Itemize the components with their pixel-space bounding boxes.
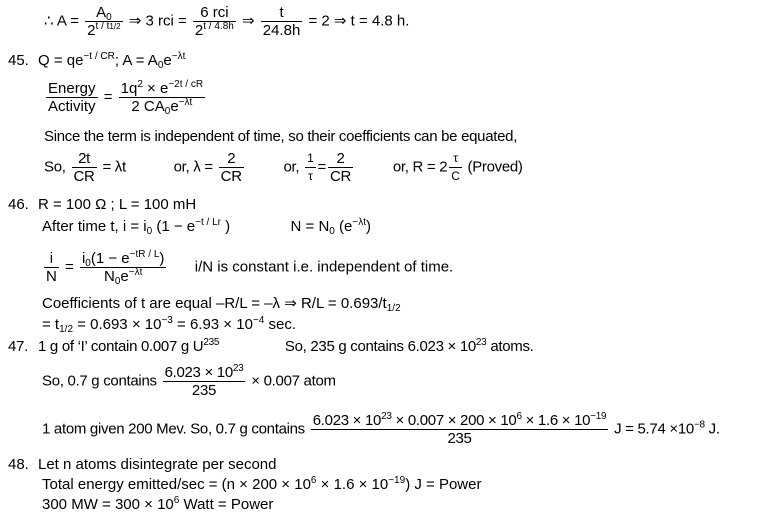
text: 2 bbox=[87, 22, 96, 39]
text: N = N bbox=[290, 218, 330, 235]
text: 1 atom given 200 Mev. So, 0.7 g contains bbox=[42, 420, 305, 438]
text: 0 bbox=[146, 226, 153, 237]
text: −λt bbox=[171, 51, 186, 62]
text: 6 bbox=[173, 495, 180, 506]
text: 23 bbox=[232, 363, 244, 374]
text: 0 bbox=[106, 12, 112, 23]
text: Coefficients of t are equal –R/L = –λ ⇒ R/L = 0.693/t bbox=[42, 295, 387, 312]
text: ) bbox=[159, 250, 165, 267]
text: e bbox=[120, 268, 129, 285]
equation-line bbox=[42, 295, 401, 313]
text: or, bbox=[283, 158, 300, 176]
question-number: 46. bbox=[8, 196, 29, 213]
text: i bbox=[81, 250, 86, 267]
text: = 0.693 × 10 bbox=[73, 316, 162, 333]
text: After time t, i = i bbox=[42, 218, 147, 235]
text: = bbox=[317, 158, 326, 176]
text: = 6.93 × 10 bbox=[172, 316, 253, 333]
text: Let n atoms disintegrate per second bbox=[38, 456, 277, 473]
equation-line-activity bbox=[44, 4, 409, 39]
text: −19 bbox=[590, 411, 607, 422]
text: atoms. bbox=[486, 338, 534, 355]
text: e bbox=[163, 52, 172, 69]
question-48-header bbox=[8, 456, 276, 474]
text: N bbox=[103, 268, 115, 285]
equation-line bbox=[42, 364, 336, 399]
text: ⇒ bbox=[242, 12, 255, 30]
text: ) bbox=[365, 218, 371, 235]
question-number: 48. bbox=[8, 456, 29, 473]
text: × e bbox=[142, 80, 169, 97]
fraction bbox=[193, 4, 236, 39]
fraction bbox=[328, 150, 353, 185]
text: or, R = 2 bbox=[392, 158, 448, 176]
text: = 2 ⇒ t = 4.8 h. bbox=[308, 12, 410, 30]
equation-line bbox=[42, 496, 273, 514]
text: 1q bbox=[120, 80, 138, 97]
text: i/N is constant i.e. independent of time. bbox=[194, 258, 454, 276]
text: (1 − e bbox=[90, 250, 130, 267]
text: CR bbox=[220, 168, 242, 185]
text: ) J = Power bbox=[405, 476, 482, 493]
text: C bbox=[451, 169, 460, 183]
text: 23 bbox=[475, 337, 487, 348]
text: (e bbox=[334, 218, 353, 235]
text: Since the term is independent of time, so their coefficients can be equated, bbox=[44, 128, 518, 145]
text: 6.023 × 10 bbox=[164, 364, 233, 381]
text: τ bbox=[308, 169, 313, 183]
text: −λt bbox=[352, 217, 366, 228]
text: Energy bbox=[48, 80, 96, 97]
text: ; A = A bbox=[114, 52, 158, 69]
text: 1/2 bbox=[109, 22, 121, 31]
fraction bbox=[80, 250, 166, 285]
text: 2 bbox=[137, 79, 143, 90]
fraction bbox=[305, 150, 315, 185]
text: 2 bbox=[328, 150, 353, 168]
paragraph bbox=[44, 128, 517, 146]
text: −tR / L bbox=[129, 249, 160, 260]
text: × 1.6 × 10 bbox=[521, 412, 591, 429]
text: −2t / cR bbox=[168, 79, 204, 90]
text: 0 bbox=[85, 258, 91, 269]
text: 1/2 bbox=[59, 324, 74, 335]
text: −19 bbox=[388, 475, 406, 486]
text: −3 bbox=[161, 315, 173, 326]
text: × 0.007 × 200 × 10 bbox=[391, 412, 517, 429]
text: 0 bbox=[329, 226, 335, 237]
text: −4 bbox=[252, 315, 265, 326]
text: 235 bbox=[203, 337, 220, 348]
question-number: 47. bbox=[8, 338, 28, 355]
text: (1 − e bbox=[152, 218, 196, 235]
energy-activity-ratio bbox=[44, 80, 207, 115]
equation-line bbox=[44, 150, 523, 185]
fraction bbox=[119, 80, 205, 115]
text: 24.8h bbox=[262, 22, 301, 39]
text: −λt bbox=[178, 97, 193, 108]
fraction bbox=[72, 150, 97, 185]
text: (Proved) bbox=[467, 158, 523, 176]
text: × 1.6 × 10 bbox=[316, 476, 389, 493]
fraction bbox=[46, 80, 98, 115]
equation-line bbox=[42, 476, 481, 494]
text: Watt = Power bbox=[179, 496, 274, 513]
text: 2 CA bbox=[131, 98, 165, 115]
text: So, 0.7 g contains bbox=[42, 372, 157, 390]
text: 0 bbox=[157, 60, 164, 71]
text: 6.023 × 10 bbox=[312, 412, 382, 429]
text: 6 bbox=[516, 411, 522, 422]
text: 2 bbox=[219, 150, 244, 168]
text: 235 bbox=[191, 382, 217, 399]
text: 6 rci bbox=[193, 4, 236, 22]
fraction bbox=[163, 364, 246, 399]
text: = bbox=[103, 88, 113, 106]
question-47-header bbox=[8, 338, 534, 356]
text: J. bbox=[704, 420, 720, 438]
fraction bbox=[85, 4, 122, 39]
text: Q = qe bbox=[38, 52, 84, 69]
text: e bbox=[170, 98, 179, 115]
text: CR bbox=[330, 168, 352, 185]
text: = bbox=[65, 258, 74, 276]
fraction bbox=[311, 412, 608, 447]
text: t / t bbox=[95, 21, 110, 32]
text: 0 bbox=[114, 276, 121, 287]
text: ) bbox=[221, 218, 231, 235]
text: t / 4.8h bbox=[203, 21, 234, 32]
text: So, 235 g contains 6.023 × 10 bbox=[284, 338, 476, 355]
text: t bbox=[261, 4, 303, 22]
text: 2t bbox=[72, 150, 97, 168]
text: τ bbox=[449, 150, 461, 168]
text: ∴ A = bbox=[44, 12, 79, 30]
text: A bbox=[96, 4, 107, 21]
fraction bbox=[449, 150, 461, 185]
text: = λt bbox=[102, 158, 126, 176]
text: −t / Lr bbox=[195, 217, 221, 228]
text: Total energy emitted/sec = (n × 200 × 10 bbox=[42, 476, 311, 493]
text: −8 bbox=[693, 419, 705, 431]
text: or, λ = bbox=[173, 158, 213, 176]
question-45-header bbox=[8, 52, 185, 70]
text: i bbox=[44, 250, 59, 268]
text: 0 bbox=[164, 106, 171, 117]
text: N bbox=[46, 268, 57, 285]
text: 1/2 bbox=[386, 303, 401, 314]
text: J = 5.74 ×10 bbox=[614, 420, 694, 438]
text: 300 MW = 300 × 10 bbox=[42, 496, 174, 513]
text: 1 bbox=[305, 150, 315, 168]
text: 1 g of ‘I’ contain 0.007 g U bbox=[38, 338, 204, 355]
text: 2 bbox=[194, 22, 204, 39]
question-46-header bbox=[8, 196, 196, 214]
fraction bbox=[44, 250, 59, 285]
text: 235 bbox=[447, 430, 472, 447]
fraction bbox=[219, 150, 244, 185]
text: = t bbox=[42, 316, 60, 333]
text: So, bbox=[44, 158, 66, 176]
equation-line bbox=[42, 250, 453, 285]
text: 23 bbox=[381, 411, 392, 422]
text: CR bbox=[73, 168, 95, 185]
text: Activity bbox=[48, 98, 96, 115]
equation-line bbox=[42, 316, 296, 334]
text: −λt bbox=[128, 267, 143, 278]
text: −t / CR bbox=[83, 51, 115, 62]
text: sec. bbox=[264, 316, 297, 333]
equation-line bbox=[42, 218, 371, 236]
text: ⇒ 3 rci = bbox=[128, 12, 187, 30]
equation-line bbox=[42, 412, 720, 447]
fraction bbox=[261, 4, 303, 39]
text: × 0.007 atom bbox=[251, 372, 336, 390]
question-number: 45. bbox=[8, 52, 29, 69]
text: 6 bbox=[310, 475, 317, 486]
text: R = 100 Ω ; L = 100 mH bbox=[38, 196, 197, 213]
